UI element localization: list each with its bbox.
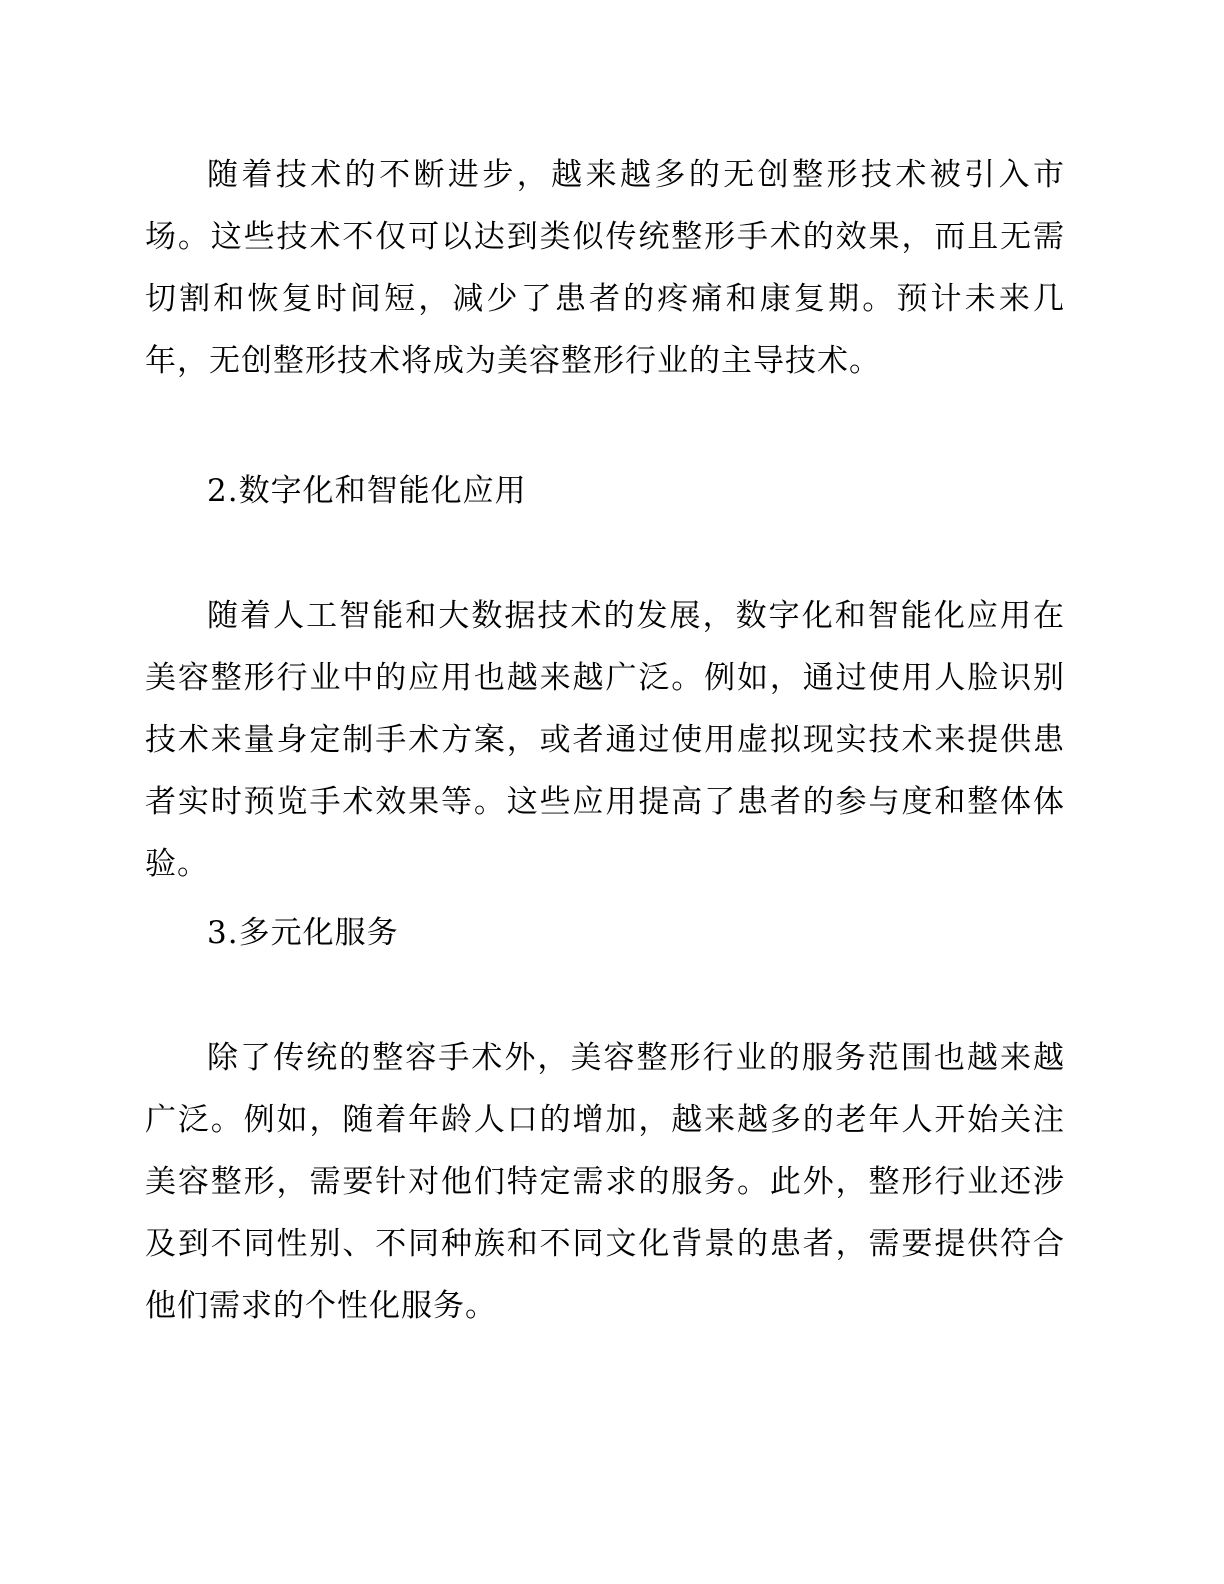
section-heading-diversified-services: 3.多元化服务 (207, 915, 399, 951)
paragraph-diversified-services: 除了传统的整容手术外，美容整形行业的服务范围也越来越广泛。例如，随着年龄人口的增加，越来越多的老年人开始关注美容整形，需要针对他们特定需求的服务。此外，整形行业还涉及到不同性别、不同种族和不同文化背景的患者，需要提供符合他们需求的个性化服务。 (145, 1040, 1065, 1324)
paragraph-noninvasive-technology: 随着技术的不断进步，越来越多的无创整形技术被引入市场。这些技术不仅可以达到类似传统整形手术的效果，而且无需切割和恢复时间短，减少了患者的疼痛和康复期。预计未来几年，无创整形技术将成为美容整形行业的主导技术。 (145, 157, 1065, 379)
paragraph-digital-intelligent: 随着人工智能和大数据技术的发展，数字化和智能化应用在美容整形行业中的应用也越来越广泛。例如，通过使用人脸识别技术来量身定制手术方案，或者通过使用虚拟现实技术来提供患者实时预览手术效果等。这些应用提高了患者的参与度和整体体验。 (145, 598, 1065, 882)
section-heading-digital-intelligent: 2.数字化和智能化应用 (207, 473, 527, 509)
